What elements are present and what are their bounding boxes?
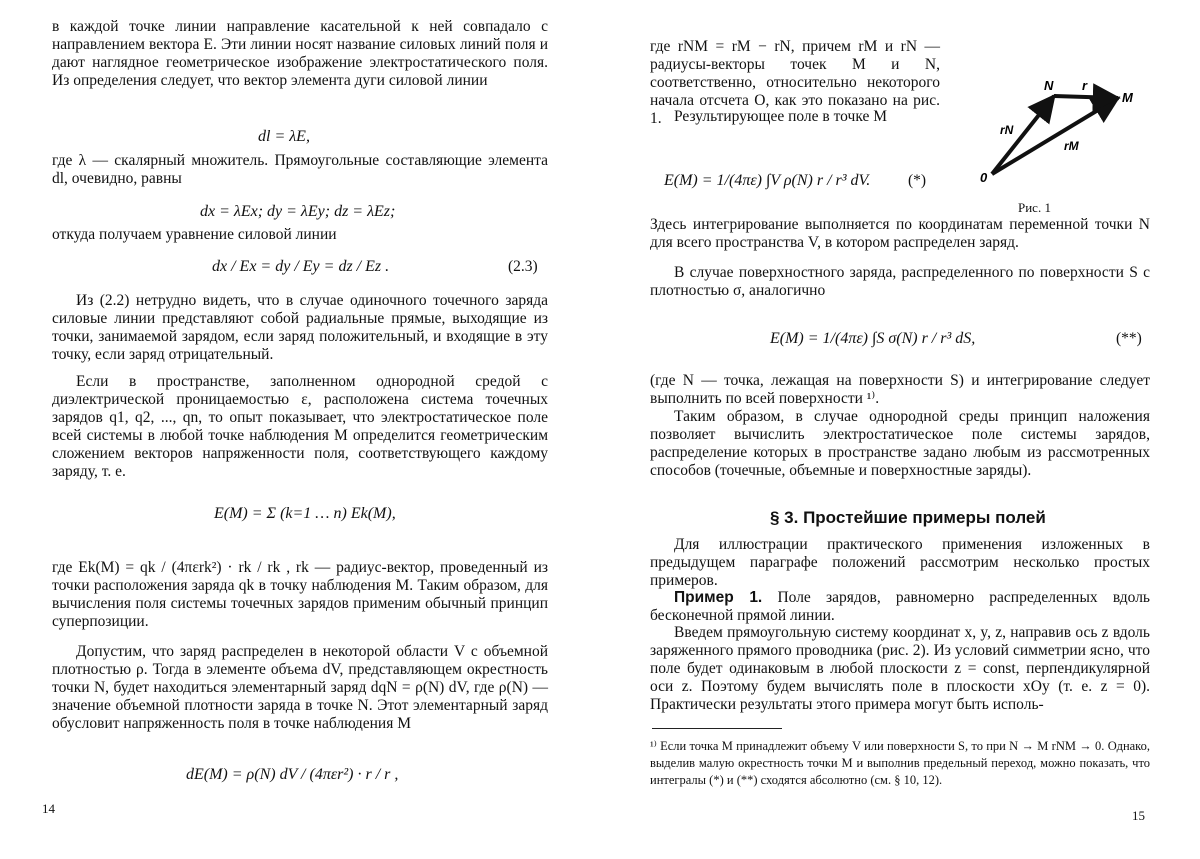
left-page-number: 14: [42, 801, 55, 817]
section-heading: § 3. Простейшие примеры полей: [770, 508, 1046, 528]
eq-dl: dl = λE,: [258, 128, 310, 146]
right-para-2: Результирующее поле в точке M: [650, 108, 940, 126]
right-para-3: Здесь интегрирование выполняется по координатам переменной точки N для всего пространства V, в котором распределен заряд.: [650, 216, 1150, 252]
right-page: [600, 0, 1200, 859]
right-para-7: Для иллюстрации практического применения изложенных в предыдущем параграфе положений рассмотрим несколько простых примеров.: [650, 536, 1150, 590]
label-rM: rM: [1064, 139, 1080, 153]
left-para-4: Из (2.2) нетрудно видеть, что в случае одиночного точечного заряда силовые линии представляют собой радиальные прямые, выходящие из точки, занимаемой зарядом, если заряд положительный, и входящие в эту точку, если заряд отрицательный.: [52, 292, 548, 364]
right-page-number: 15: [1132, 808, 1145, 824]
eq-components: dx = λEx; dy = λEy; dz = λEz;: [200, 203, 395, 221]
right-para-1: где rNM = rM − rN, причем rM и rN — радиусы-векторы точек M и N, соответственно, относительно некоторого начала отсчета O, как это показано на рис. 1.: [650, 38, 940, 128]
example-label: Пример 1.: [674, 589, 762, 606]
left-page: [0, 0, 600, 859]
left-para-6: где Ek(M) = qk / (4πεrk²) · rk / rk , rk — радиус-вектор, проведенный из точки расположения заряда qk в точку наблюдения M. Таким образом, для вычисления поля системы точечных зарядов применим обычный принцип суперпозиции.: [52, 559, 548, 631]
right-para-8: Введем прямоугольную систему координат x, y, z, направив ось z вдоль заряженного прямого проводника (рис. 2). Из условий симметрии ясно, что поле будет одинаковым в любой плоскости z = const, перпендикулярной оси z. Поэтому будем вычислять поле в плоскости xOy (т. е. z = 0). Практически результаты этого примера могут быть исполь-: [650, 624, 1150, 714]
right-para-5: (где N — точка, лежащая на поверхности S) и интегрирование следует выполнить по всей поверхности ¹⁾.: [650, 372, 1150, 408]
eq-surface-tag: (**): [1116, 330, 1142, 348]
example-1: [650, 589, 1150, 625]
footnote-rule: [652, 728, 782, 729]
eq-line-number: (2.3): [508, 258, 538, 276]
left-para-5: Если в пространстве, заполненном однородной средой с диэлектрической проницаемостью ε, расположена система точечных зарядов q1, q2, ..., qn, то опыт показывает, что электростатическое поле всей системы в любой точке наблюдения M определится геометрическим сложением векторов напряженности поля, соответствующего каждому заряду, т. е.: [52, 373, 548, 481]
left-para-2: где λ — скалярный множитель. Прямоугольные составляющие элемента dl, очевидно, равны: [52, 152, 548, 188]
right-para-4: В случае поверхностного заряда, распределенного по поверхности S с плотностью σ, аналогично: [650, 264, 1150, 300]
label-N: N: [1044, 78, 1054, 93]
label-M: M: [1122, 90, 1134, 105]
figure-1-caption: Рис. 1: [1018, 200, 1051, 216]
label-r: r: [1082, 78, 1088, 93]
label-rN: rN: [1000, 123, 1014, 137]
figure-1-vectors: [956, 76, 1156, 226]
left-para-7: Допустим, что заряд распределен в некоторой области V с объемной плотностью ρ. Тогда в элементе объема dV, представляющем окрестность точки N, будет находиться элементарный заряд dqN = ρ(N) dV, где ρ(N) — значение объемной плотности заряда в точке N. Этот элементарный заряд обусловит напряженность поля в точке наблюдения M: [52, 643, 548, 733]
eq-surface: E(M) = 1/(4πε) ∫S σ(N) r / r³ dS,: [770, 330, 975, 348]
left-para-3: откуда получаем уравнение силовой линии: [52, 226, 548, 244]
eq-volume: E(M) = 1/(4πε) ∫V ρ(N) r / r³ dV.: [664, 172, 870, 190]
eq-dE: dE(M) = ρ(N) dV / (4πεr²) · r / r ,: [186, 766, 398, 784]
right-para-6: Таким образом, в случае однородной среды принцип наложения позволяет вычислить электростатическое поле системы зарядов, распределение которых в пространстве задано любым из рассмотренных способов (точечные, объемные и поверхностные заряды).: [650, 408, 1150, 480]
vector-r: [1054, 96, 1118, 98]
eq-volume-tag: (*): [908, 172, 926, 190]
footnote: ¹⁾ Если точка M принадлежит объему V или поверхности S, то при N → M rNM → 0. Однако, выделив малую окрестность точки M и выполнив предельный переход, можно показать, что интегралы (*) и (**) сходятся абсолютно (см. § 10, 12).: [650, 738, 1150, 789]
eq-line: dx / Ex = dy / Ey = dz / Ez .: [212, 258, 389, 276]
example-text: Поле зарядов, равномерно распределенных вдоль бесконечной прямой линии.: [650, 589, 1150, 624]
label-O: 0: [980, 170, 988, 185]
left-para-1: в каждой точке линии направление касательной к ней совпадало с направлением вектора E. Эти линии носят название силовых линий поля и дают наглядное геометрическое изображение электростатического поля. Из определения следует, что вектор элемента дуги силовой линии: [52, 18, 548, 90]
eq-superposition: E(M) = Σ (k=1 … n) Ek(M),: [214, 505, 396, 523]
